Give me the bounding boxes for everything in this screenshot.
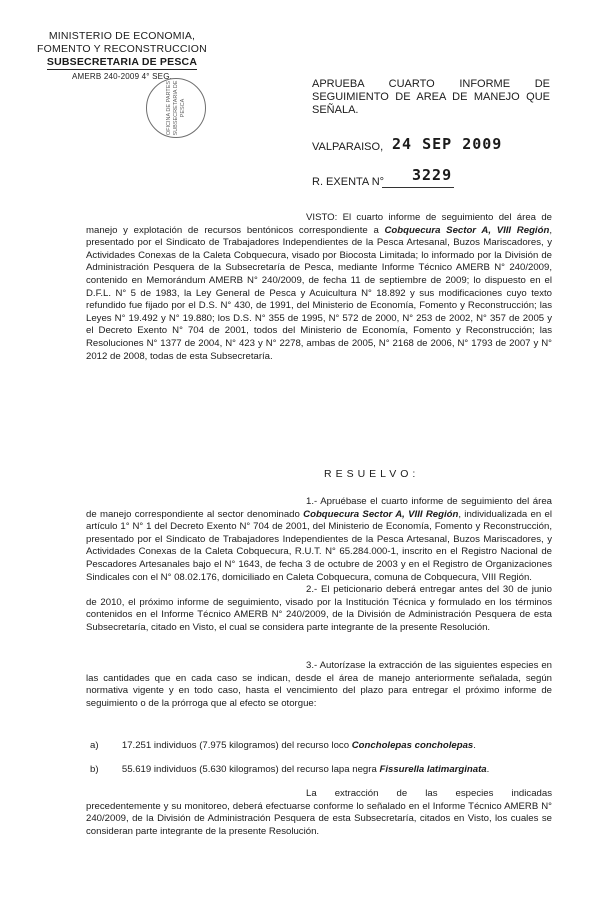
resolution-label: R. EXENTA N°: [312, 176, 385, 188]
item-a: [90, 740, 550, 752]
item-a-text: 17.251 individuos (7.975 kilogramos) del recurso loco: [121, 740, 352, 751]
item-b-text: 55.619 individuos (5.630 kilogramos) del recurso lapa negra: [121, 764, 380, 775]
resolution-underline: [382, 187, 454, 188]
visto-sector: Cobquecura Sector A, VIII Región: [384, 224, 550, 236]
section-1-text-b: , individualizada en el artículo 1° N° 1 del Decreto Exento N° 704 de 2001, del Ministerio de Economía, Fomento y Reconstrucción, presentado por el Sindicato de Trabajadores Independientes de la Pesca Artesanal, Buzos Mariscadores, y Actividades Conexas de la Caleta Cobquecura, R.U.T. N° 65.284.000-1, inscrito en el Registro Nacional de Pescadores Artesanales bajo el N° 1643, de fecha 3 de octubre de 2003 y en el Registro de Organizaciones Sindicales con el N° 08.02.176, domiciliado en Caleta Cobquecura, comuna de Cobquecura, VIII Región.: [86, 508, 552, 583]
section-1-text-a: 1.- Apruébase el cuarto informe de seguimiento del área de manejo correspondiente al sector denominado: [86, 496, 552, 520]
header-ministry: MINISTERIO DE ECONOMIA,: [48, 30, 196, 42]
item-a-species: Concholepas concholepas: [351, 740, 474, 751]
closing-text: La extracción de las especies indicadas precedentemente y su monitoreo, deberá efectuarse conforme lo señalado en el Informe Técnico AMERB N° 240/2009, de la División de Administración Pesquera de esta Subsecretaría, citados en Visto, los cuales se consideran parte integrante de la presente Resolución.: [86, 788, 552, 837]
resuelvo-heading: RESUELVO:: [324, 468, 420, 480]
item-b-species: Fissurella latimarginata: [379, 764, 487, 775]
closing-paragraph: [86, 788, 552, 838]
section-2: [86, 584, 552, 634]
item-b: [90, 764, 550, 776]
visto-paragraph: [86, 212, 552, 363]
section-3-text: 3.- Autorízase la extracción de las siguientes especies en las cantidades que en cada caso se indican, desde el área de manejo anteriormente señalada, según normativa vigente y en todo caso, hasta el vencimiento del plazo para entregar el próximo informe de seguimiento o de la prórroga que al efecto se otorgue:: [86, 660, 552, 709]
date-handwritten: 24 SEP 2009: [392, 135, 503, 153]
visto-label: VISTO:: [306, 212, 338, 223]
date-city: VALPARAISO,: [312, 141, 384, 153]
stamp-text-1: OFICINA DE PARTES: [165, 80, 172, 136]
office-stamp: [146, 78, 206, 138]
header-fomento: FOMENTO Y RECONSTRUCCION: [37, 43, 207, 55]
item-a-end: .: [473, 740, 476, 751]
header-subsecretaria: SUBSECRETARIA DE PESCA: [46, 56, 198, 68]
visto-text-a: El cuarto informe de seguimiento del área de manejo y explotación de recursos bentónicos correspondiente a: [86, 212, 552, 236]
stamp-text-2: SUBSECRETARIA DE PESCA: [172, 80, 186, 136]
visto-text-b: , presentado por el Sindicato de Trabajadores Independientes de la Pesca Artesanal, Buzos Mariscadores, y Actividades Conexas de la Caleta Cobquecura, visado por Biocosta Limitada; lo informado por la División de Administración Pesquera de la Subsecretaría de Pesca, mediante Informe Técnico AMERB N° 240/2009, contenido en Memorándum AMERB N° 240/2009, de fecha 11 de septiembre de 2009; lo dispuesto en el D.F.L. N° 5 de 1983, la Ley General de Pesca y Acuicultura N° 18.892 y sus modificaciones cuyo texto refundido fue fijado por el D.S. N° 430, de 1991, del Ministerio de Economía, Fomento y Reconstrucción; las Leyes N° 19.492 y N° 19.880; los D.S. N° 355 de 1995, N° 572 de 2000, N° 253 de 2002, N° 357 de 2005 y el Decreto Exento N° 704 de 2001, todos del Ministerio de Economía, Fomento y Reconstrucción; las Resoluciones N° 1377 de 2004, N° 423 y N° 2278, ambas de 2005, N° 2168 de 2006, N° 1793 de 2007 y N° 2012 de 2008, todas de esta Subsecretaría.: [86, 224, 552, 362]
item-b-end: .: [486, 764, 490, 775]
item-a-label: a): [90, 740, 99, 751]
section-3: [86, 660, 552, 710]
item-b-label: b): [90, 764, 99, 775]
section-1-sector: Cobquecura Sector A, VIII Región: [303, 508, 459, 520]
resolution-number: 3229: [412, 166, 453, 184]
reference-text: APRUEBA CUARTO INFORME DE SEGUIMIENTO DE AREA DE MANEJO QUE SEÑALA.: [312, 78, 550, 116]
header-amerb-ref: AMERB 240-2009 4° SEG.: [71, 72, 173, 81]
ministry-header: [22, 30, 222, 83]
section-1: [86, 496, 552, 584]
section-2-text: 2.- El peticionario deberá entregar antes del 30 de junio de 2010, el próximo informe de seguimiento, visado por la Institución Técnica y formulado en los términos contenidos en el Informe Técnico AMERB N° 240/2009, de la División de Administración Pesquera de esta Subsecretaría, citado en Visto, el cual se considera parte integrante de la presente Resolución.: [86, 584, 552, 633]
